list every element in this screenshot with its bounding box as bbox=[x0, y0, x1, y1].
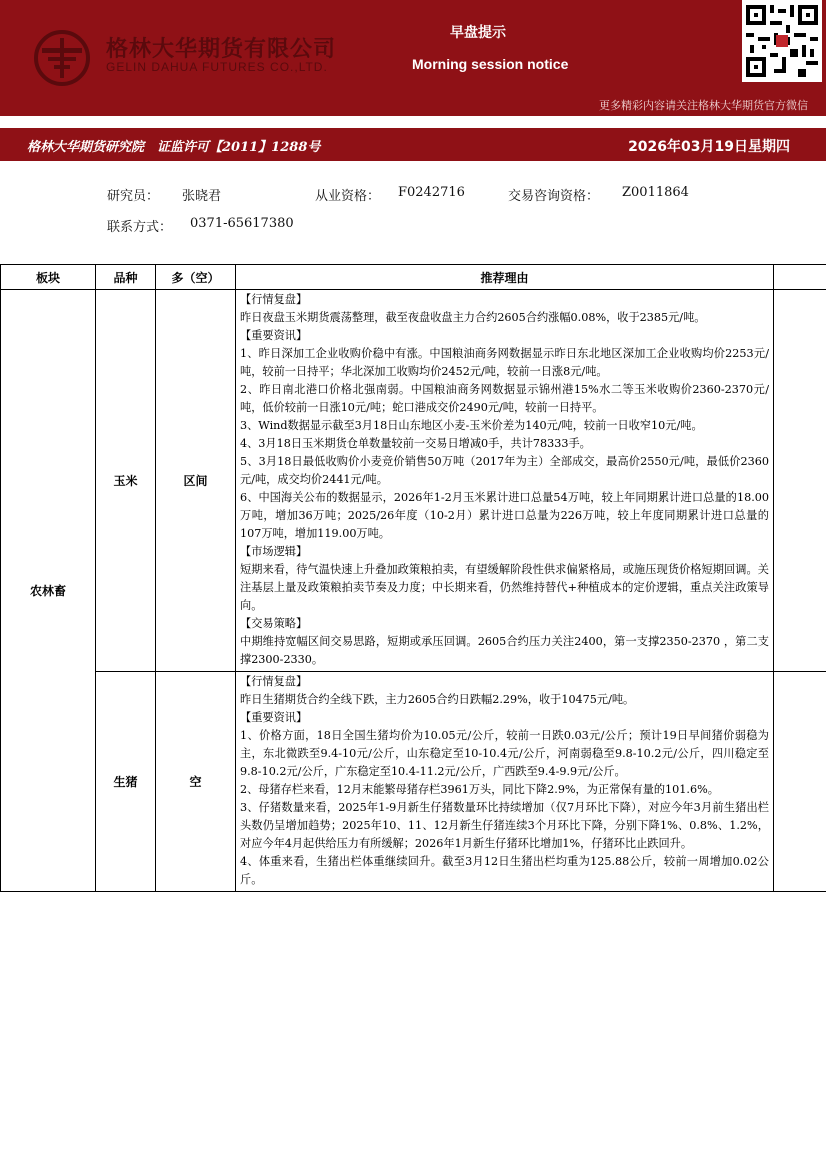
report-date: 2026年03月19日星期四 bbox=[628, 139, 790, 155]
header-sector: 板块 bbox=[1, 265, 96, 290]
section-text: 昨日生猪期货合约全线下跌，主力2605合约日跌幅2.29%，收于10475元/吨。 bbox=[240, 693, 635, 706]
direction-cell: 空 bbox=[156, 672, 236, 892]
qualification-number: F0242716 bbox=[398, 185, 465, 200]
variety-cell: 生猪 bbox=[96, 672, 156, 892]
institute-license: 格林大华期货研究院 证监许可【2011】1288号 bbox=[27, 140, 321, 155]
section-text: 5、3月18日最低收购价小麦竞价销售50万吨（2017年为主）全部成交，最高价2550元/吨，最低价2360元/吨，成交均价2441元/吨。 bbox=[240, 455, 769, 486]
header-blank bbox=[774, 265, 826, 290]
header-reason: 推荐理由 bbox=[236, 265, 774, 290]
table-row bbox=[1, 290, 826, 672]
section-title: 【行情复盘】 bbox=[240, 293, 308, 306]
table-header-row bbox=[1, 265, 826, 290]
qualification-label: 从业资格： bbox=[315, 189, 381, 204]
recommendation-table bbox=[0, 264, 826, 892]
researcher-name: 张晓君 bbox=[182, 189, 222, 204]
section-title: 【重要资讯】 bbox=[240, 329, 308, 342]
section-text: 2、母猪存栏来看，12月末能繁母猪存栏3961万头，同比下降2.9%，为正常保有量的101.6%。 bbox=[240, 783, 719, 796]
qr-code-icon bbox=[742, 0, 822, 82]
report-title-cn: 早盘提示 bbox=[450, 25, 506, 41]
report-title-en: Morning session notice bbox=[412, 56, 569, 72]
section-text: 3、Wind数据显示截至3月18日山东地区小麦-玉米价差为140元/吨，较前一日收窄10元/吨。 bbox=[240, 419, 703, 432]
section-text: 2、昨日南北港口价格北强南弱。中国粮油商务网数据显示锦州港15%水二等玉米收购价2360-2370元/吨，低价较前一日涨10元/吨；蛇口港成交价2490元/吨，较前一日持平。 bbox=[240, 383, 769, 414]
header-variety: 品种 bbox=[96, 265, 156, 290]
section-text: 中期维持宽幅区间交易思路，短期或承压回调。2605合约压力关注2400，第一支撑2350-2370 ，第二支撑2300-2330。 bbox=[240, 635, 769, 666]
reason-cell bbox=[236, 672, 774, 892]
section-title: 【重要资讯】 bbox=[240, 711, 308, 724]
company-name-cn: 格林大华期货有限公司 bbox=[106, 36, 337, 62]
company-name-en: GELIN DAHUA FUTURES CO.,LTD. bbox=[106, 60, 328, 74]
header-direction: 多（空） bbox=[156, 265, 236, 290]
section-text: 1、价格方面，18日全国生猪均价为10.05元/公斤，较前一日跌0.03元/公斤；预计19日早间猪价弱稳为主，东北微跌至9.4-10元/公斤，山东稳定至10-10.4元/公斤，河南弱稳至9.8-10.2元/公斤，四川稳定至9.8-10.2元/公斤，广东稳定至10.4-11.2元/公斤，广西跌至9.4-9.9元/公斤。 bbox=[240, 729, 769, 778]
blank-cell bbox=[774, 672, 826, 892]
section-title: 【交易策略】 bbox=[240, 617, 308, 630]
contact-phone: 0371-65617380 bbox=[190, 216, 294, 231]
section-text: 昨日夜盘玉米期货震荡整理，截至夜盘收盘主力合约2605合约涨幅0.08%，收于2385元/吨。 bbox=[240, 311, 706, 324]
consult-number: Z0011864 bbox=[622, 185, 689, 200]
table-row bbox=[1, 672, 826, 892]
section-text: 3、仔猪数量来看，2025年1-9月新生仔猪数量环比持续增加（仅7月环比下降），对应今年3月前生猪出栏头数仍呈增加趋势；2025年10、11、12月新生仔猪连续3个月环比下降，分别下降1%、0.8%、1.2%，对应今年4月起供给压力有所缓解；2026年1月新生仔猪环比增加1%，仔猪环比止跌回升。 bbox=[240, 801, 769, 850]
wechat-note: 更多精彩内容请关注格林大华期货官方微信 bbox=[599, 99, 808, 112]
researcher-label: 研究员： bbox=[107, 189, 160, 204]
header-banner bbox=[0, 0, 826, 94]
section-title: 【市场逻辑】 bbox=[240, 545, 308, 558]
sector-cell: 农林畜 bbox=[1, 290, 96, 892]
blank-cell bbox=[774, 290, 826, 672]
section-text: 1、昨日深加工企业收购价稳中有涨。中国粮油商务网数据显示昨日东北地区深加工企业收购均价2253元/吨，较前一日持平；华北深加工收购均价2452元/吨，较前一日涨8元/吨。 bbox=[240, 347, 769, 378]
section-title: 【行情复盘】 bbox=[240, 675, 308, 688]
variety-cell: 玉米 bbox=[96, 290, 156, 672]
section-text: 4、体重来看，生猪出栏体重继续回升。截至3月12日生猪出栏均重为125.88公斤，较前一周增加0.02公斤。 bbox=[240, 855, 769, 886]
section-text: 4、3月18日玉米期货仓单数量较前一交易日增减0手，共计78333手。 bbox=[240, 437, 591, 450]
section-text: 短期来看，待气温快速上升叠加政策粮拍卖，有望缓解阶段性供求偏紧格局，或施压现货价格短期回调。关注基层上量及政策粮拍卖节奏及力度；中长期来看，仍然维持替代+种植成本的定价逻辑，重点关注政策导向。 bbox=[240, 563, 769, 612]
direction-cell: 区间 bbox=[156, 290, 236, 672]
reason-cell bbox=[236, 290, 774, 672]
section-text: 6、中国海关公布的数据显示，2026年1-2月玉米累计进口总量54万吨，较上年同期累计进口总量的18.00万吨，增加36万吨；2025/26年度（10-2月）累计进口总量为226万吨，较上年度同期累计进口总量的107万吨，增加119.00万吨。 bbox=[240, 491, 769, 540]
consult-label: 交易咨询资格： bbox=[508, 189, 600, 204]
company-logo-icon bbox=[34, 30, 90, 86]
contact-label: 联系方式： bbox=[107, 220, 173, 235]
